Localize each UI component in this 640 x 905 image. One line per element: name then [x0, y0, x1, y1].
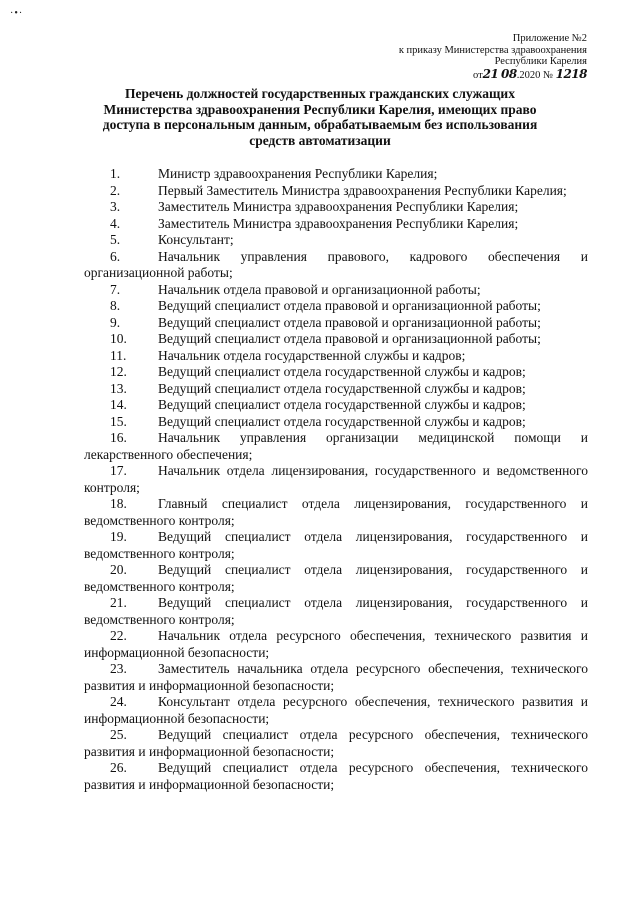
list-item	[84, 199, 588, 216]
item-number: 8.	[110, 298, 121, 313]
list-item	[84, 628, 588, 661]
document-title: Перечень должностей государственных гражданских служащих Министерства здравоохранения Республики Карелия, имеющих право доступа в персональным данным, обрабатываемым без использования средств автоматизации	[102, 86, 538, 148]
item-text: Ведущий специалист отдела государственной службы и кадров;	[158, 413, 526, 429]
item-number: 12.	[110, 364, 127, 379]
list-item	[84, 166, 588, 183]
item-number: 2.	[110, 182, 121, 198]
item-text: Ведущий специалист отдела ресурсного обеспечения, технического развития и информационной безопасности;	[84, 727, 588, 759]
item-number: 6.	[110, 248, 121, 264]
list-item	[84, 496, 588, 529]
list-item	[84, 727, 588, 760]
handwritten-order-number: 1218	[555, 66, 587, 81]
list-item	[84, 216, 588, 233]
item-number: 18.	[110, 496, 127, 511]
item-text: Начальник управления организации медицинской помощи и лекарственного обеспечения;	[84, 430, 588, 462]
item-text: Начальник отдела лицензирования, государственного и ведомственного контроля;	[84, 463, 588, 495]
item-text: Начальник отдела правовой и организационной работы;	[158, 281, 481, 297]
item-number: 22.	[110, 628, 127, 643]
item-number: 11.	[110, 347, 127, 363]
list-item	[84, 364, 588, 381]
item-text: Ведущий специалист отдела лицензирования, государственного и ведомственного контроля;	[84, 595, 588, 627]
scan-specks: ·•·	[10, 8, 24, 19]
item-number: 10.	[110, 331, 127, 346]
item-text: Главный специалист отдела лицензирования, государственного и ведомственного контроля;	[84, 496, 588, 528]
item-text: Начальник отдела ресурсного обеспечения, технического развития и информационной безопасности;	[84, 628, 588, 660]
item-text: Ведущий специалист отдела государственной службы и кадров;	[158, 397, 526, 412]
list-item	[84, 315, 588, 332]
appendix-line-2: к приказу Министерства здравоохранения	[398, 44, 587, 56]
date-prefix: от	[472, 69, 483, 81]
appendix-header	[399, 33, 587, 81]
list-item	[84, 232, 588, 249]
item-number: 20.	[110, 562, 127, 577]
item-number: 26.	[110, 760, 127, 775]
list-item	[84, 430, 588, 463]
item-text: Ведущий специалист отдела правовой и организационной работы;	[158, 314, 541, 330]
list-item	[84, 183, 588, 200]
item-number: 1.	[110, 166, 121, 181]
item-text: Ведущий специалист отдела правовой и организационной работы;	[158, 298, 541, 313]
item-number: 25.	[110, 727, 127, 742]
list-item	[84, 414, 588, 431]
handwritten-month: 08	[500, 66, 517, 81]
item-number: 16.	[110, 430, 127, 445]
item-text: Начальник управления правового, кадрового обеспечения и организационной работы;	[84, 248, 588, 280]
appendix-line-1: Приложение №2	[512, 33, 587, 44]
item-number: 21.	[110, 595, 127, 610]
list-item	[84, 694, 588, 727]
item-text: Ведущий специалист отдела правовой и организационной работы;	[158, 331, 541, 346]
list-item	[84, 562, 588, 595]
order-date-line	[399, 66, 587, 82]
item-number: 17.	[110, 463, 127, 478]
item-text: Ведущий специалист отдела государственной службы и кадров;	[158, 364, 526, 379]
item-number: 4.	[110, 215, 121, 231]
item-number: 24.	[110, 694, 127, 709]
item-text: Ведущий специалист отдела государственной службы и кадров;	[158, 380, 526, 396]
date-year: .2020 №	[516, 69, 553, 81]
handwritten-day: 21	[482, 66, 499, 81]
item-number: 13.	[110, 380, 127, 396]
appendix-line-3: Республики Карелия	[494, 56, 587, 67]
item-text: Заместитель начальника отдела ресурсного обеспечения, технического развития и информационной безопасности;	[84, 661, 588, 693]
item-text: Ведущий специалист отдела ресурсного обеспечения, технического развития и информационной безопасности;	[84, 760, 588, 792]
list-item	[84, 381, 588, 398]
item-text: Консультант;	[158, 232, 234, 247]
list-item	[84, 463, 588, 496]
item-text: Заместитель Министра здравоохранения Республики Карелия;	[158, 215, 519, 231]
list-item	[84, 661, 588, 694]
item-text: Ведущий специалист отдела лицензирования, государственного и ведомственного контроля;	[84, 529, 588, 561]
item-number: 14.	[110, 397, 127, 412]
list-item	[84, 595, 588, 628]
positions-list	[84, 166, 588, 793]
item-text: Консультант отдела ресурсного обеспечения, технического развития и информационной безопасности;	[84, 694, 588, 726]
item-text: Ведущий специалист отдела лицензирования, государственного и ведомственного контроля;	[84, 562, 588, 594]
list-item	[84, 529, 588, 562]
item-number: 3.	[110, 199, 121, 214]
item-text: Первый Заместитель Министра здравоохранения Республики Карелия;	[158, 182, 567, 198]
item-text: Министр здравоохранения Республики Карелия;	[158, 166, 438, 181]
list-item	[84, 760, 588, 793]
list-item	[84, 397, 588, 414]
item-number: 19.	[110, 529, 127, 544]
list-item	[84, 282, 588, 299]
item-number: 7.	[110, 281, 121, 297]
item-number: 15.	[110, 413, 127, 429]
list-item	[84, 331, 588, 348]
item-text: Начальник отдела государственной службы и кадров;	[158, 347, 466, 363]
list-item	[84, 298, 588, 315]
item-number: 5.	[110, 232, 121, 247]
list-item	[84, 348, 588, 365]
item-number: 9.	[110, 314, 121, 330]
item-text: Заместитель Министра здравоохранения Республики Карелия;	[158, 199, 519, 214]
item-number: 23.	[110, 661, 127, 676]
list-item	[84, 249, 588, 282]
